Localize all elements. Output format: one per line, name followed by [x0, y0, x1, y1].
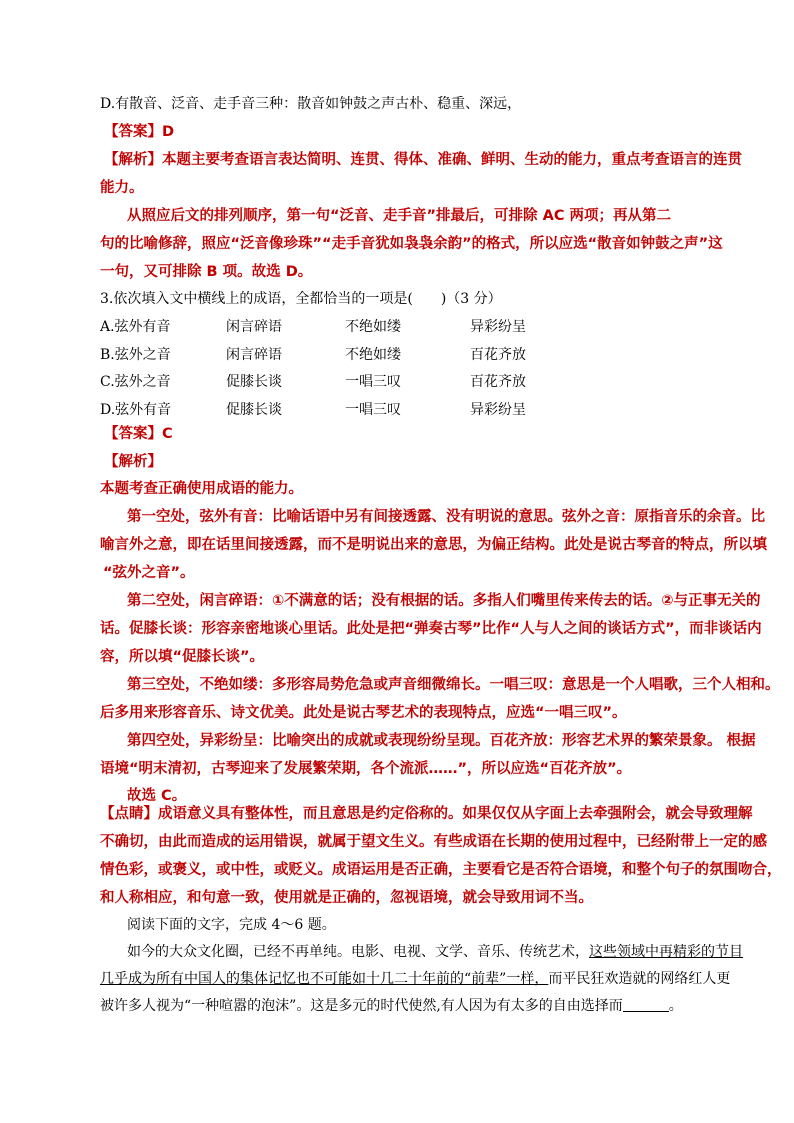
q3-analysis-line: 第四空处，异彩纷呈：比喻突出的成就或表现纷纷呈现。百花齐放：形容艺术界的繁荣景象。 根据	[127, 733, 756, 749]
answer-label: 【答案】	[104, 426, 162, 442]
q3-point-line-1	[100, 804, 753, 824]
q3-analysis-line: 语境“明末清初，古琴迎来了发展繁荣期，各个流派……”，所以应选“百花齐放”。	[100, 761, 632, 777]
point-label: 【点睛】	[100, 806, 158, 822]
q3-option-cell: 闲言碎语	[226, 346, 282, 363]
q3-analysis-line: 第三空处，不绝如缕：多形容局势危急或声音细微绵长。一唱三叹：意思是一个人唱歌，三个人相和。	[127, 677, 780, 693]
passage-text: 如今的大众文化圈，已经不再单纯。电影、电视、文学、音乐、传统艺术，	[127, 944, 589, 960]
reading-intro: 阅读下面的文字，完成 4～6 题。	[127, 917, 336, 933]
passage-text: 。	[668, 998, 683, 1014]
analysis-label: 【解析】	[104, 152, 162, 168]
passage-text: 而平民狂欢造就的网络红人更	[548, 971, 731, 987]
q3-analysis-line: 话。促膝长谈：形容亲密地谈心里话。此处是把“弹奏古琴”比作“人与人之间的谈话方式”，而非谈话内	[100, 621, 762, 637]
q3-option-cell: 百花齐放	[470, 374, 526, 390]
q3-point-line-3: 情色彩，或褒义，或中性，或贬义。成语运用是否正确，主要看它是否符合语境，和整个句子的氛围吻合，	[100, 862, 782, 878]
q2-expl-line-3: 一句，又可排除 B 项。故选 D。	[100, 264, 313, 280]
q2-expl-line-1: 从照应后文的排列顺序，第一句“泛音、走手音”排最后，可排除 AC 两项；再从第二	[127, 208, 672, 224]
q3-option-cell: 一唱三叹	[345, 401, 401, 418]
q3-answer	[104, 424, 728, 444]
q3-analysis-line: 第一空处，弦外有音：比喻话语中另有间接透露、没有明说的意思。弦外之音：原指音乐的余音。比	[127, 509, 765, 525]
q3-analysis-line: 容，所以填“促膝长谈”。	[100, 649, 265, 665]
point-text: 成语意义具有整体性，而且意思是约定俗称的。如果仅仅从字面上去牵强附会，就会导致理解	[158, 806, 753, 822]
passage-line-1	[127, 942, 751, 962]
q3-option-cell: 异彩纷呈	[470, 319, 526, 335]
answer-label: 【答案】	[104, 124, 162, 140]
q3-option-label: A.弦外有音	[100, 319, 171, 335]
q3-option-label: B.弦外之音	[100, 346, 171, 363]
q2-answer	[104, 122, 728, 142]
answer-value: D	[162, 124, 175, 140]
q3-option-cell: 异彩纷呈	[470, 401, 526, 418]
q3-analysis-line: 第二空处，闲言碎语：①不满意的话；没有根据的话。多指人们嘴里传来传去的话。②与正事无关的	[127, 593, 761, 609]
q2-expl-line-2: 句的比喻修辞，照应“泛音像珍珠”“走手音犹如袅袅余韵”的格式，所以应选“散音如钟鼓之声”这	[100, 236, 723, 252]
q3-option-label: D.弦外有音	[100, 401, 172, 418]
q3-option-cell: 促膝长谈	[226, 374, 282, 390]
q3-analysis-line: 喻言外之意，即在话里间接透露，而不是明说出来的意思，为偏正结构。此处是说古琴音的特点，所以填	[100, 537, 767, 553]
q3-option-cell: 百花齐放	[470, 346, 526, 363]
q3-analysis-line: 后多用来形容音乐、诗文优美。此处是说古琴艺术的表现特点，应选“一唱三叹”。	[100, 705, 627, 721]
q2-analysis-line-1	[104, 150, 742, 170]
passage-line-2	[100, 969, 731, 989]
q3-point-line-4: 和人称相应，和句意一致，使用就是正确的，忽视语境，就会导致用词不当。	[100, 890, 593, 906]
q3-option-cell: 促膝长谈	[226, 401, 282, 418]
q3-analysis-line: “弦外之音”。	[103, 565, 195, 581]
q3-point-line-2: 不确切，由此而造成的运用错误，就属于望文生义。有些成语在长期的使用过程中，已经附带上一定的感	[100, 834, 767, 850]
fill-blank[interactable]	[623, 997, 669, 1012]
q3-option-cell: 不绝如缕	[345, 319, 401, 335]
q2-analysis-line-2: 能力。	[100, 180, 144, 196]
q3-stem: 3.依次填入文中横线上的成语，全都恰当的一项是( )（3 分）	[100, 291, 502, 307]
q3-analysis-label: 【解析】	[104, 454, 162, 470]
q3-analysis-line: 故选 C。	[127, 788, 187, 804]
q3-option-cell: 一唱三叹	[345, 374, 401, 390]
passage-text: 被许多人视为“一种喧嚣的泡沫”。这是多元的时代使然,有人因为有太多的自由选择而	[100, 998, 623, 1014]
passage-underlined: 几乎成为所有中国人的集体记忆也不可能如十几二十年前的“前辈”一样，	[100, 971, 549, 987]
passage-line-3	[100, 996, 724, 1016]
q2-option-d: D.有散音、泛音、走手音三种：散音如钟鼓之声古朴、稳重、深远，	[100, 96, 522, 112]
q3-analysis-line: 本题考查正确使用成语的能力。	[100, 481, 303, 497]
analysis-text: 本题主要考查语言表达简明、连贯、得体、准确、鲜明、生动的能力，重点考查语言的连贯	[162, 152, 742, 168]
answer-value: C	[162, 426, 173, 442]
q3-option-cell: 不绝如缕	[345, 346, 401, 363]
q3-option-label: C.弦外之音	[100, 374, 171, 390]
q3-option-cell: 闲言碎语	[226, 319, 282, 335]
passage-underlined: 这些领域中再精彩的节目	[589, 944, 743, 960]
